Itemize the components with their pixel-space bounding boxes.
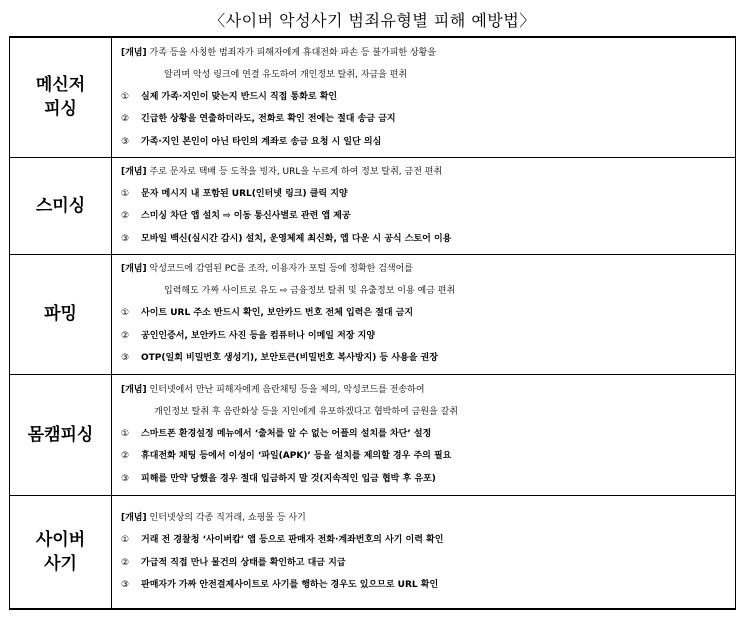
tip-item [121,347,735,370]
document-title: 〈사이버 악성사기 범죄유형별 피해 예방법〉 [209,11,536,30]
table-row [10,37,736,157]
table-row [10,157,736,254]
concept-text: 개인정보 탈취 후 음란화상 등을 지인에게 유포하겠다고 협박하여 금원을 갈취 [154,406,458,417]
tip-number: ③ [121,473,130,484]
concept-text: 가족 등을 사칭한 범죄자가 피해자에게 휴대전화 파손 등 불가피한 상황을 [149,47,437,58]
category-label: 몸캠피싱 [27,424,94,445]
tip-item [121,302,735,325]
tip-number: ② [121,211,130,222]
category-label: 피싱 [44,99,77,120]
concept-text: 인터넷상의 각종 직거래, 쇼핑몰 등 사기 [149,513,306,523]
category-label: 사기 [44,553,77,574]
tip-number: ② [121,330,130,341]
description-cell [112,374,736,495]
tip-text: 실제 가족·지인이 맞는지 반드시 직접 통화로 확인 [141,91,338,102]
description-cell [112,157,736,254]
category-label: 메신저 [35,75,86,96]
tip-item [121,574,735,597]
concept-line [121,379,735,401]
tip-text: 거래 전 경찰청 ‘사이버캅’ 앱 등으로 판매자 전화·계좌번호의 사기 이력 확인 [141,535,444,545]
description-cell [112,37,736,157]
tip-number: ① [121,428,130,439]
tip-text: 휴대전화 채팅 등에서 이성이 ‘파일(APK)’ 등을 설치를 제의할 경우 주의 필요 [141,451,452,462]
tip-number: ② [121,114,130,124]
category-cell [10,254,112,374]
category-cell [10,37,112,157]
tip-item [121,108,735,131]
tip-number: ② [121,557,130,568]
crime-prevention-table [9,36,736,610]
tip-text: 가급적 직접 만나 물건의 상태를 확인하고 대금 지급 [141,557,346,568]
tip-text: OTP(일회 비밀번호 생성기), 보안토큰(비밀번호 복사방지) 등 사용을 권장 [141,353,438,364]
concept-tag: [개념] [121,264,147,275]
description-cell [112,254,736,374]
tip-number: ② [121,451,130,462]
category-cell [10,374,112,495]
tip-text: 모바일 백신(실시간 감시) 설치, 운영체제 최신화, 앱 다운 시 공식 스토어 이용 [141,233,452,244]
tip-number: ① [121,188,130,199]
concept-tag: [개념] [121,47,147,58]
table-row [10,495,736,609]
table-row [10,374,736,495]
tip-item [121,529,735,552]
table-row [10,254,736,374]
tip-item [121,445,735,468]
tip-number: ③ [121,580,130,590]
concept-text: 인터넷에서 만난 피해자에게 음란채팅 등을 제의, 악성코드를 전송하여 [149,384,425,395]
tip-item [121,131,735,154]
concept-text: 악성코드에 감염된 PC를 조작, 이용자가 포털 등에 정확한 검색어를 [149,264,414,275]
tip-text: 긴급한 상황을 연출하더라도, 전화로 확인 전에는 절대 송금 금지 [141,114,396,124]
tip-text: 스미싱 차단 앱 설치 ⇨ 이동 통신사별로 관련 앱 제공 [141,211,351,222]
tip-text: 판매자가 가짜 안전결제사이트로 사기를 행하는 경우도 있으므로 URL 확인 [141,580,439,590]
tip-text: 피해를 만약 당했을 경우 절대 입금하지 말 것(지속적인 입금 협박 후 유포) [141,473,436,484]
concept-tag: [개념] [121,513,147,523]
tip-number: ③ [121,233,130,244]
tip-item [121,468,735,491]
concept-text: 입력해도 가짜 사이트로 유도 ⇨ 금융정보 탈취 및 유출정보 이용 예금 편취 [164,286,456,297]
concept-line [121,507,735,529]
tip-text: 사이트 URL 주소 반드시 확인, 보안카드 번호 전체 입력은 절대 금지 [141,308,414,319]
category-label: 사이버 [35,529,86,550]
tip-item [121,228,735,251]
tip-text: 가족·지인 본인이 아닌 타인의 계좌로 송금 요청 시 일단 의심 [141,136,382,147]
tip-text: 스마트폰 환경설정 메뉴에서 ‘출처를 알 수 없는 어플의 설치를 차단’ 설정 [141,428,432,439]
concept-line [121,161,735,183]
tip-item [121,183,735,206]
concept-text: 알리며 악성 링크에 연결 유도하여 개인정보 탈취, 자금을 편취 [164,69,408,80]
concept-tag: [개념] [121,384,147,395]
tip-text: 문자 메시지 내 포함된 URL(인터넷 링크) 클릭 지양 [141,188,348,199]
tip-item [121,86,735,109]
concept-tag: [개념] [121,166,147,177]
description-cell [112,495,736,609]
category-cell [10,157,112,254]
category-cell [10,495,112,609]
tip-number: ③ [121,136,130,147]
category-label: 파밍 [44,304,77,324]
tip-item [121,205,735,228]
tip-item [121,423,735,446]
concept-text: 주로 문자로 택배 등 도착을 빙자, URL을 누르게 하여 정보 탈취, 금전 편취 [149,166,443,177]
tip-item [121,552,735,575]
tip-number: ① [121,91,130,102]
concept-line [121,258,735,280]
tip-item [121,325,735,348]
tip-number: ① [121,308,130,319]
tip-text: 공인인증서, 보안카드 사진 등을 컴퓨터나 이메일 저장 지양 [141,330,376,341]
concept-line [121,42,735,64]
category-label: 스미싱 [35,195,86,216]
tip-number: ③ [121,353,130,364]
tip-number: ① [121,535,130,545]
